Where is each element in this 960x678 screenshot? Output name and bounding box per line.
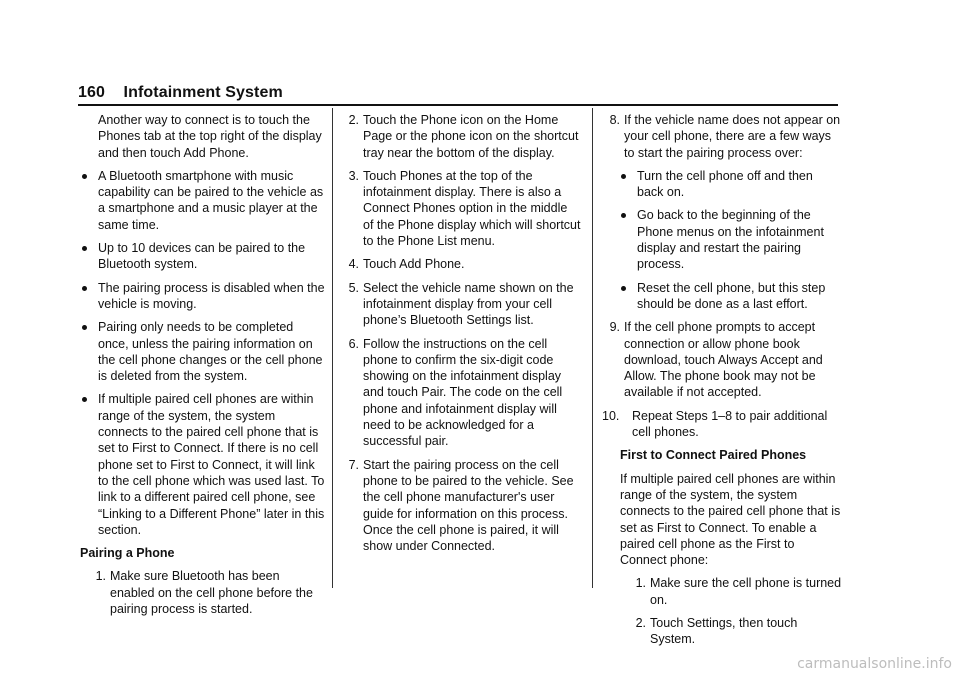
step-text: Follow the instructions on the cell phone to confirm the six-digit code showing on the infotainment display and touch Pair. The code on the cell phone and infotainment display will need to be acknowledged for a successful pair.	[363, 336, 563, 449]
step-item	[88, 568, 325, 617]
bullet-item: Pairing only needs to be completed once, unless the pairing information on the cell phone changes or the cell phone is deleted from the system.	[80, 319, 325, 384]
step-item	[341, 336, 581, 450]
section-heading: First to Connect Paired Phones	[620, 448, 807, 463]
paragraph: Another way to connect is to touch the Phones tab at the top right of the display and then touch Add Phone.	[98, 113, 322, 160]
paragraph: If multiple paired cell phones are within range of the system, the system connects to the paired cell phone that is set as First to Connect. To enable a paired cell phone as the First to Connect phone:	[620, 471, 841, 568]
step-number: 5.	[348, 280, 359, 295]
bullet-item: Up to 10 devices can be paired to the Bluetooth system.	[80, 240, 325, 273]
step-number: 3.	[348, 168, 359, 183]
step-text: Touch the Phone icon on the Home Page or the phone icon on the shortcut tray near the bottom of the display.	[363, 113, 579, 160]
section-heading: Pairing a Phone	[80, 546, 175, 561]
step-number: 1.	[95, 569, 106, 584]
step-text: Start the pairing process on the cell phone to be paired to the vehicle. See the cell phone manufacturer's user guide for information on this process. Once the cell phone is paired, it will show under Connected.	[363, 457, 574, 554]
step-text: Repeat Steps 1–8 to pair additional cell phones.	[632, 408, 828, 440]
step-text: If the vehicle name does not appear on your cell phone, there are a few ways to start the pairing process over:	[624, 113, 841, 160]
step-item	[602, 112, 842, 161]
page-header	[78, 84, 283, 102]
column-left	[80, 112, 325, 624]
step-item	[628, 615, 842, 648]
step-number: 2.	[635, 616, 646, 631]
step-item	[341, 168, 581, 249]
bullet-item: Turn the cell phone off and then back on.	[619, 168, 842, 201]
step-text: Make sure the cell phone is turned on.	[650, 576, 842, 607]
step-item	[602, 319, 842, 400]
step-text: Touch Phones at the top of the infotainment display. There is also a Connect Phones option in the middle of the Phone display which will shortcut to the Phone List menu.	[363, 168, 581, 249]
column-middle	[341, 112, 581, 561]
step-number: 7.	[348, 457, 359, 472]
step-number: 10.	[602, 408, 620, 423]
step-text: Touch Add Phone.	[363, 257, 465, 272]
step-item	[341, 112, 581, 161]
step-number: 1.	[635, 576, 646, 591]
step-item	[341, 280, 581, 329]
step-number: 2.	[348, 113, 359, 127]
column-divider	[592, 108, 593, 588]
step-number: 4.	[348, 257, 359, 272]
watermark: carmanualsonline.info	[797, 656, 952, 672]
section-title: Infotainment System	[123, 84, 283, 101]
bullet-item: If multiple paired cell phones are within range of the system, the system connects to the paired cell phone that is set to First to Connect. If there is no cell phone set to First to Connect, it will link to the cell phone which was used last. To link to a different paired cell phone, see “Linking to a Different Phone” later in this section.	[80, 391, 325, 538]
step-item	[341, 256, 581, 272]
bullet-item: Reset the cell phone, but this step should be done as a last effort.	[619, 280, 842, 313]
bullet-item: A Bluetooth smartphone with music capability can be paired to the vehicle as a smartphone and a music player at the same time.	[80, 168, 325, 233]
step-number: 8.	[609, 113, 620, 127]
step-number: 9.	[609, 320, 620, 335]
bullet-item: The pairing process is disabled when the vehicle is moving.	[80, 280, 325, 313]
header-rule	[78, 104, 838, 106]
column-right	[602, 112, 842, 655]
step-text: Select the vehicle name shown on the infotainment display from your cell phone’s Bluetooth Settings list.	[363, 280, 574, 328]
step-text: Make sure Bluetooth has been enabled on the cell phone before the pairing process is started.	[110, 569, 313, 617]
page-number: 160	[78, 84, 105, 101]
step-item	[628, 575, 842, 608]
bullet-item: Go back to the beginning of the Phone menus on the infotainment display and restart the pairing process.	[619, 207, 842, 272]
column-divider	[332, 108, 333, 588]
step-item	[602, 408, 842, 441]
step-item	[341, 457, 581, 555]
step-text: Touch Settings, then touch System.	[650, 616, 798, 647]
step-text: If the cell phone prompts to accept connection or allow phone book download, touch Always Accept and Allow. The phone book may not be available if not accepted.	[624, 320, 823, 400]
step-number: 6.	[348, 336, 359, 351]
